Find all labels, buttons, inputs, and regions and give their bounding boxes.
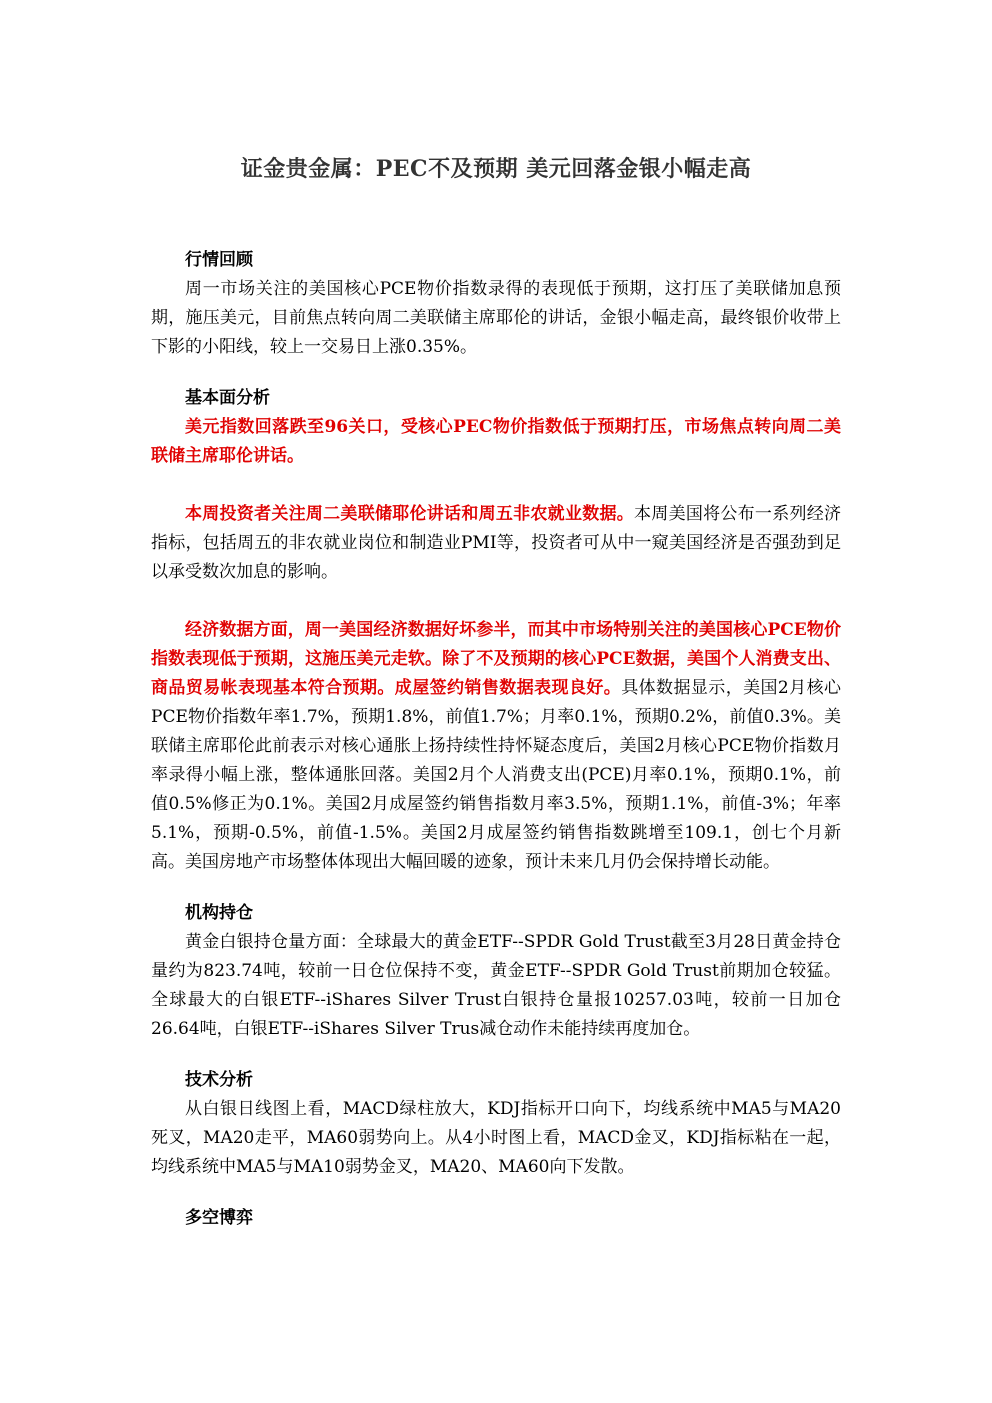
highlight-text: 美元指数回落跌至96关口，受核心PEC物价指数低于预期打压，市场焦点转向周二美联储主席耶伦讲话。 — [151, 417, 841, 466]
section-long-short — [151, 1204, 841, 1233]
section-heading: 多空博弈 — [185, 1208, 253, 1228]
paragraph — [151, 413, 841, 471]
highlight-text: 经济数据方面，周一美国经济数据好坏参半，而其中市场特别关注的美国核心PCE物价指数表现低于预期，这施压美元走软。除了不及预期的核心PCE数据，美国个人消费支出、商品贸易帐表现基本符合预期。成屋签约销售数据表现良好。 — [151, 620, 841, 698]
section-heading: 机构持仓 — [185, 903, 253, 923]
section-technical — [151, 1066, 841, 1182]
section-heading: 技术分析 — [185, 1070, 253, 1090]
paragraph — [151, 616, 841, 877]
document-title: 证金贵金属：PEC不及预期 美元回落金银小幅走高 — [240, 156, 752, 182]
document-body — [151, 246, 841, 1233]
paragraph: 从白银日线图上看，MACD绿柱放大，KDJ指标开口向下，均线系统中MA5与MA20死叉，MA20走平，MA60弱势向上。从4小时图上看，MACD金叉，KDJ指标粘在一起，均线系统中MA5与MA10弱势金叉，MA20、MA60向下发散。 — [151, 1099, 841, 1177]
section-market-review — [151, 246, 841, 362]
paragraph: 黄金白银持仓量方面：全球最大的黄金ETF--SPDR Gold Trust截至3月28日黄金持仓量约为823.74吨，较前一日仓位保持不变，黄金ETF--SPDR Gold Trust前期加仓较猛。全球最大的白银ETF--iShares Silver Trust白银持仓量报10257.03吨，较前一日加仓26.64吨，白银ETF--iShares Silver Trus减仓动作未能持续再度加仓。 — [151, 932, 841, 1039]
section-heading: 行情回顾 — [185, 250, 253, 270]
highlight-text: 本周投资者关注周二美联储耶伦讲话和周五非农就业数据。 — [185, 504, 635, 524]
paragraph — [151, 500, 841, 587]
section-positions — [151, 899, 841, 1044]
section-heading: 基本面分析 — [185, 388, 270, 408]
paragraph: 周一市场关注的美国核心PCE物价指数录得的表现低于预期，这打压了美联储加息预期，施压美元，目前焦点转向周二美联储主席耶伦的讲话，金银小幅走高，最终银价收带上下影的小阳线，较上一交易日上涨0.35%。 — [151, 279, 841, 357]
body-text: 本周美国将公布一系列经济指标，包括周五的非农就业岗位和制造业PMI等，投资者可从中一窥美国经济是否强劲到足以承受数次加息的影响。 — [151, 504, 842, 582]
body-text: 具体数据显示，美国2月核心PCE物价指数年率1.7%，预期1.8%，前值1.7%；月率0.1%，预期0.2%，前值0.3%。美联储主席耶伦此前表示对核心通胀上扬持续性持怀疑态度后，美国2月核心PCE物价指数月率录得小幅上涨，整体通胀回落。美国2月个人消费支出(PCE)月率0.1%，预期0.1%，前值0.5%修正为0.1%。美国2月成屋签约销售指数月率3.5%，预期1.1%，前值-3%；年率5.1%，预期-0.5%，前值-1.5%。美国2月成屋签约销售指数跳增至109.1，创七个月新高。美国房地产市场整体体现出大幅回暖的迹象，预计未来几月仍会保持增长动能。 — [151, 678, 842, 872]
section-fundamentals — [151, 384, 841, 877]
